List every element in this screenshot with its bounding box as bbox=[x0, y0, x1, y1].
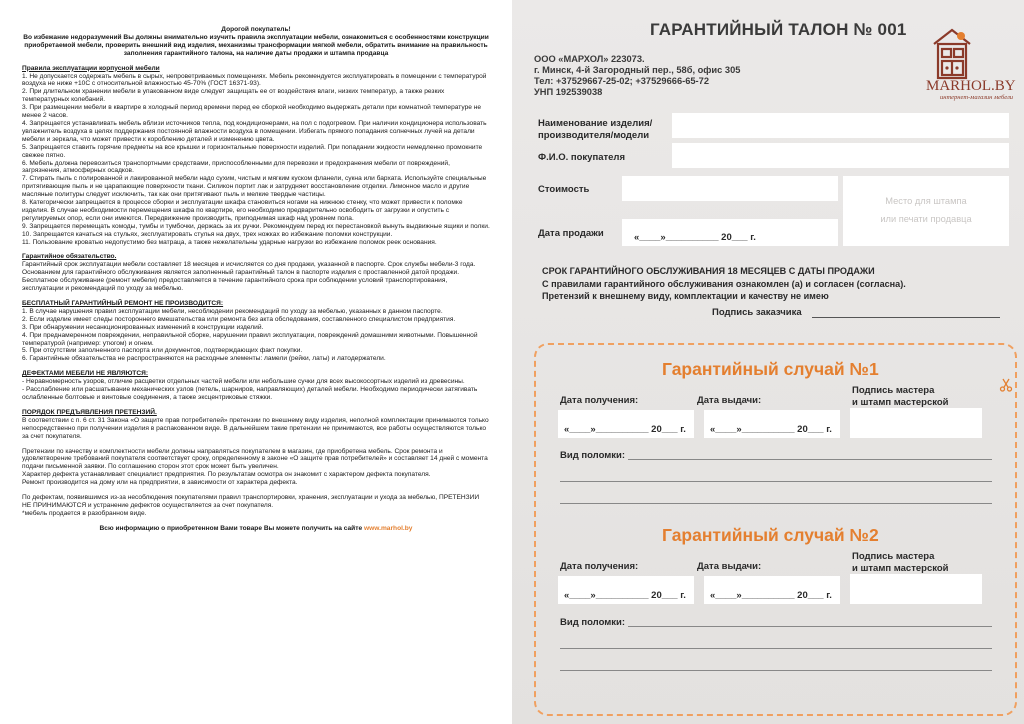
case-2-received-label: Дата получения: bbox=[560, 561, 639, 572]
free-repair-item: 6. Гарантийные обязательства не распространяются на расходные элементы: ламели (рейки, латы) и латодержатели. bbox=[22, 355, 386, 363]
footer-text: Всю информацию о приобретенном Вами товаре Вы можете получить на сайте bbox=[99, 524, 364, 532]
stamp-placeholder: Место для штампа или печати продавца bbox=[880, 196, 972, 224]
rule-item: 9. Запрещается перемещать комоды, тумбы и тумбочки, держась за их ручки. Рекомендуем перед их перестановкой вынуть выдвижные ящики и полки. bbox=[22, 222, 490, 230]
warranty-paragraph: Гарантийный срок эксплуатации мебели составляет 18 месяцев и исчисляется со дня продажи, указанной в паспорте. Срок службы мебели-3 года. Основанием для гарантийного обслуживания является заполненный гарантийный талон в паспорте изделия с проставленной датой продажи. Бесплатное обслуживание (ремонт мебели) предоставляется в течение гарантийного срока при соблюдении условий транспортирования, эксплуатации и рекомендаций по уходу за мебелью. bbox=[22, 261, 476, 293]
case-2-master-label: Подпись мастера и штамп мастерской bbox=[852, 551, 949, 574]
free-repair-list bbox=[22, 308, 490, 363]
case-1-issued-label: Дата выдачи: bbox=[697, 395, 762, 406]
buyer-label: Ф.И.О. покупателя bbox=[538, 152, 625, 163]
warranty-heading: Гарантийное обязательство. bbox=[22, 253, 117, 261]
case-1-master-label: Подпись мастера и штамп мастерской bbox=[852, 385, 949, 408]
signature-label: Подпись заказчика bbox=[712, 307, 802, 318]
case-1-received-label: Дата получения: bbox=[560, 395, 639, 406]
defect-item: - Неравномерность узоров, отличие расцветки отдельных частей мебели или небольшие сучки для всех высокосортных изделий из древесины. bbox=[22, 378, 465, 386]
rule-item: 4. Запрещается устанавливать мебель вблизи источников тепла, под кондиционерами, на пол с подогревом. При наличии кондиционера использовать увлажнитель воздуха в целях поддержания постоянной влажности воздуха в помещении. Избегать прямого попадания солнечных лучей на детали мебели и зеркала, что может привести к короблению деталей и изменению цвета. bbox=[22, 119, 487, 143]
warranty-terms: СРОК ГАРАНТИЙНОГО ОБСЛУЖИВАНИЯ 18 МЕСЯЦЕВ С ДАТЫ ПРОДАЖИ С правилами гарантийного обслуживания ознакомлен (а) и согласен (согласна). Претензий к внешнему виду, комплектации и качеству не имею bbox=[542, 266, 906, 301]
case-1-received-value: «____»__________ 20___ г. bbox=[564, 424, 686, 435]
case-1-breakdown-line[interactable] bbox=[560, 481, 992, 482]
scissors-icon bbox=[999, 378, 1013, 392]
rule-item: 3. При размещении мебели в квартире в холодный период времени перед ее сборкой необходимо выдержать детали при комнатной температуре не менее 2 часов. bbox=[22, 104, 482, 120]
case-1-master-field[interactable] bbox=[850, 408, 982, 438]
cost-label: Стоимость bbox=[538, 184, 590, 195]
rules-heading: Правила эксплуатации корпусной мебели bbox=[22, 64, 160, 72]
free-repair-item: 4. При преднамеренном повреждении, неправильной сборке, нарушении правил эксплуатации, повреждений домашними животными. Повышенной температурой (например: утюгом) и огнем. bbox=[22, 331, 478, 347]
cost-field[interactable] bbox=[622, 176, 838, 201]
free-repair-item: 3. При обнаружении несанкционированных изменений в конструкции изделий. bbox=[22, 323, 264, 331]
defects-list bbox=[22, 378, 490, 402]
rules-list bbox=[22, 73, 490, 247]
defect-item: - Расслабление или расшатывание механических узлов (петель, шарниров, направляющих) деталей мебели. Необходимо периодически затягивать ослабленные болтовые и винтовые соединения, а также эксцентриковые стяжки. bbox=[22, 386, 478, 401]
rule-item: 2. При длительном хранении мебели в упакованном виде следует защищать ее от воздействия влаги, низких температур, а также резких температурных колебаний. bbox=[22, 88, 445, 104]
case-2-breakdown-label: Вид поломки: bbox=[560, 617, 626, 628]
claims-paragraph: Претензии по качеству и комплектности мебели должны направляться покупателем в магазин, где приобретена мебель. Срок ремонта и удовлетворение требований покупателя соответствует сроку, определенному в законе «О защите прав потребителей» и составляет 14 дней с момента подачи письменной заявки. По соглашению сторон этот срок может быть увеличен. Характер дефекта устанавливает специалист предприятия. По результатам осмотра он знакомит с характером дефекта покупателя. Ремонт производится на дому или на предприятии, в зависимости от характера дефекта. bbox=[22, 447, 488, 487]
company-line: ООО «МАРХОЛ» 223073. bbox=[534, 54, 645, 64]
rule-item: 6. Мебель должна перевозиться транспортными средствами, приспособленными для перевозки и предохранения мебели от повреждений, загрязнения, атмосферных осадков. bbox=[22, 159, 450, 175]
free-repair-heading: БЕСПЛАТНЫЙ ГАРАНТИЙНЫЙ РЕМОНТ НЕ ПРОИЗВОДИТСЯ: bbox=[22, 300, 224, 307]
claims-paragraph: По дефектам, появившимся из-за несоблюдения покупателями правил транспортировки, хранения, эксплуатации и ухода за мебелью, ПРЕТЕНЗИИ НЕ ПРИНИМАЮТСЯ и устранение дефектов осуществляется за счет покупателя. *мебель продается в разобранном виде. bbox=[22, 494, 480, 517]
case-2-breakdown-line[interactable] bbox=[560, 648, 992, 649]
defects-heading: ДЕФЕКТАМИ МЕБЕЛИ НЕ ЯВЛЯЮТСЯ: bbox=[22, 370, 149, 378]
sale-date-label: Дата продажи bbox=[538, 228, 604, 239]
free-repair-item: 2. Если изделие имеет следы постороннего вмешательства или ремонта без акта обследования, составленного специалистом предприятия. bbox=[22, 315, 456, 323]
logo-subtitle: интернет-магазин мебели bbox=[940, 94, 1014, 101]
case-2-received-value: «____»__________ 20___ г. bbox=[564, 590, 686, 601]
rule-item: 11. Пользование кроватью недопустимо без матраца, а также нежелательны ударные нагрузки во избежание поломок реек основания. bbox=[22, 238, 437, 246]
footer-line bbox=[22, 525, 490, 533]
company-line: г. Минск, 4-й Загородный пер., 58б, офис 305 bbox=[534, 65, 741, 75]
card-title: ГАРАНТИЙНЫЙ ТАЛОН № 001 bbox=[650, 20, 907, 39]
greeting: Дорогой покупатель! bbox=[221, 26, 291, 33]
company-info bbox=[534, 54, 740, 98]
buyer-field[interactable] bbox=[672, 143, 1009, 168]
rule-item: 10. Запрещается качаться на стульях, эксплуатировать стулья на двух, трех ножках во избежание поломки конструкции. bbox=[22, 230, 393, 238]
case-2-breakdown-line[interactable] bbox=[628, 626, 992, 627]
signature-line[interactable] bbox=[812, 317, 1000, 318]
free-repair-item: 1. В случае нарушения правил эксплуатации мебели, несоблюдении рекомендаций по уходу за мебелью, указанных в данном паспорте. bbox=[22, 307, 443, 315]
case-2-breakdown-line[interactable] bbox=[560, 670, 992, 671]
product-field[interactable] bbox=[672, 113, 1009, 138]
case-2-title: Гарантийный случай №2 bbox=[662, 525, 879, 545]
case-1-breakdown-label: Вид поломки: bbox=[560, 450, 626, 461]
claims-heading: ПОРЯДОК ПРЕДЪЯВЛЕНИЯ ПРЕТЕНЗИЙ. bbox=[22, 408, 157, 416]
rule-item: 1. Не допускается содержать мебель в сырых, непроветриваемых помещениях. Мебель рекомендуется эксплуатировать в помещении с температурой воздуха не ниже +10С с относительной влажностью 45-70% (ГОСТ 16371-93). bbox=[22, 72, 487, 88]
case-1-title: Гарантийный случай №1 bbox=[662, 359, 879, 379]
intro-paragraph: Во избежание недоразумений Вы должны внимательно изучить правила эксплуатации мебели, ознакомиться с особенностями конструкции приобретаемой мебели, проверить внешний вид изделия, механизмы трансформации мягкой мебели, обратить внимание на правильность заполнения гарантийного талона, на наличие даты продажи и штампа продавца bbox=[23, 33, 489, 57]
case-1-breakdown-line[interactable] bbox=[560, 503, 992, 504]
sale-date-value: «____»__________ 20___ г. bbox=[634, 232, 756, 243]
company-line: Тел: +37529667-25-02; +37529666-65-72 bbox=[534, 76, 709, 86]
company-line: УНП 192539038 bbox=[534, 87, 603, 97]
rule-item: 5. Запрещается ставить горячие предметы на все крышки и горизонтальные поверхности изделий. При попадании жидкости немедленно промокните свежее пятно. bbox=[22, 143, 483, 159]
marhol-logo bbox=[914, 22, 1024, 102]
claims-paragraph: В соответствии с п. 6 ст. 31 Закона «О защите прав потребителей» претензии по внешнему виду изделия, неполной комплектации принимаются только непосредственно при получении изделия в распакованном виде. В дальнейшем такие претензии не принимаются, все работы осуществляются только за счет покупателя. bbox=[22, 416, 489, 440]
case-2-master-field[interactable] bbox=[850, 574, 982, 604]
product-label: Наименование изделия/ производителя/модели bbox=[538, 118, 653, 141]
case-1-breakdown-line[interactable] bbox=[628, 459, 992, 460]
case-2-issued-value: «____»__________ 20___ г. bbox=[710, 590, 832, 601]
warranty-card bbox=[512, 0, 1024, 724]
case-1-issued-value: «____»__________ 20___ г. bbox=[710, 424, 832, 435]
case-2-issued-label: Дата выдачи: bbox=[697, 561, 762, 572]
logo-wordmark: MARHOL.BY bbox=[926, 78, 1016, 94]
house-logo-icon bbox=[914, 22, 1024, 102]
free-repair-item: 5. При отсутствии заполненного паспорта или документов, подтверждающих факт покупки. bbox=[22, 347, 303, 355]
footer-site-link[interactable]: www.marhol.by bbox=[363, 524, 413, 532]
rule-item: 7. Стирать пыль с полированной и лакированной мебели надо сухим, чистым и мягким куском фланели, сукна или бархата. Используйте специальные притягивающие пыль и не царапающие поверхности ткани. Силикон портит лак и затрудняет восстановление отделки. Лимонное масло и другие масляные политуры следует исключить, так как они притягивают пыль и мелкие твердые частицы. bbox=[22, 175, 487, 199]
claims-list bbox=[22, 417, 490, 518]
rule-item: 8. Категорически запрещается в процессе сборки и эксплуатации шкафа становиться ногами на нижнюю стенку, что может привести к поломке изделия. В случае необходимости перемещения шкафа по квартире, его необходимо предварительно освободить от загрузки и опустить с регулируемых опор, если они имеются. Передвижение производить, приподнимая шкаф над уровнем пола. bbox=[22, 199, 463, 222]
